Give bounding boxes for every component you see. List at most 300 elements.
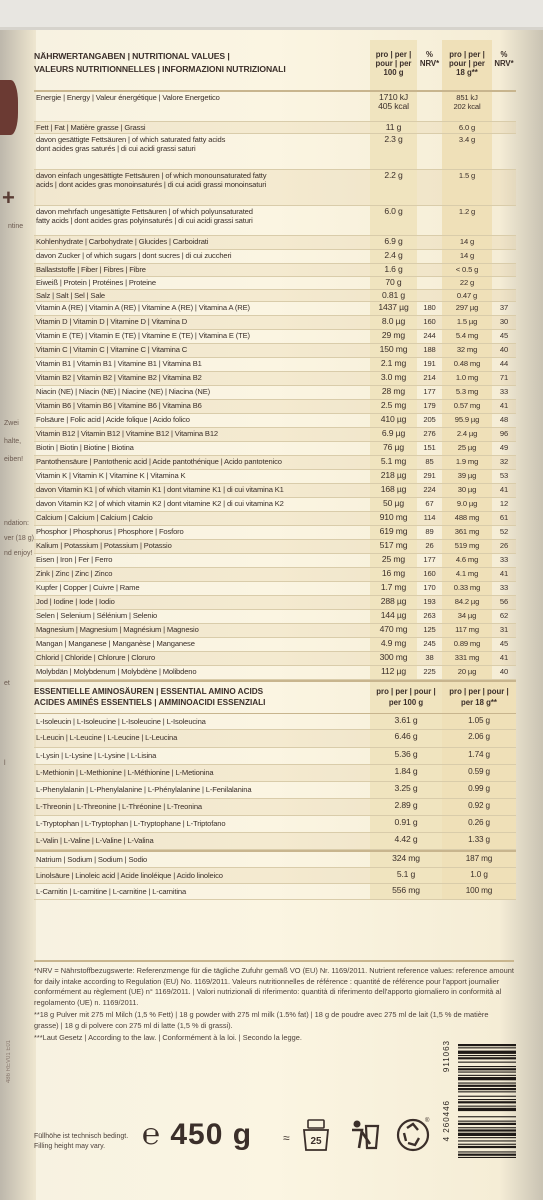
value-per-100g: 2.5 mg xyxy=(370,400,417,413)
nrv-18g: 52 xyxy=(499,527,509,536)
nutrient-label: Selen | Selenium | Sélénium | Selenio xyxy=(36,611,158,620)
table-row xyxy=(34,596,516,610)
table-row xyxy=(34,582,516,596)
table-row xyxy=(34,568,516,582)
value-per-100g: 0.91 g xyxy=(370,816,442,832)
value-per-18g: 5.3 mg xyxy=(442,386,492,399)
nutrition-table xyxy=(34,40,516,900)
nrv-18g xyxy=(492,290,516,301)
table-row xyxy=(34,277,516,290)
value-per-100g: 76 µg xyxy=(370,442,417,455)
nutrient-label: L-Lysin | L-Lysine | L-Lysine | L-Lisina xyxy=(36,751,157,760)
barcode-bar xyxy=(458,1044,516,1046)
nrv-100g: 89 xyxy=(425,527,434,536)
value-per-100g: 112 µg xyxy=(370,666,417,679)
table-row xyxy=(34,484,516,498)
nrv-100g: 151 xyxy=(423,443,436,452)
nutrient-label: Pantothensäure | Pantothenic acid | Acide pantothénique | Acido pantotenico xyxy=(36,457,282,466)
value-per-100g: 3.61 g xyxy=(370,714,442,729)
nutrient-label: Ballaststoffe | Fiber | Fibres | Fibre xyxy=(36,265,146,274)
nutrient-label: L-Valin | L-Valine | L-Valine | L-Valina xyxy=(36,836,154,845)
nrv-100g: 177 xyxy=(423,387,436,396)
table-row xyxy=(34,456,516,470)
value-per-18g: 14 g xyxy=(442,250,492,263)
amino-title-line2: ACIDES AMINÉS ESSENTIELS | AMMINOACIDI ESSENZIALI xyxy=(34,698,266,707)
nrv-100g: 191 xyxy=(423,359,436,368)
table-row xyxy=(34,765,516,782)
can-lid-band xyxy=(0,0,543,30)
amino-title xyxy=(34,682,370,713)
table-row xyxy=(34,372,516,386)
table-row xyxy=(34,638,516,652)
nrv-100g: 114 xyxy=(423,513,436,522)
value-per-18g: 0.92 g xyxy=(442,799,516,815)
nrv-18g xyxy=(492,134,516,169)
barcode-bar xyxy=(458,1066,516,1067)
value-per-100g: 1.7 mg xyxy=(370,582,417,595)
table-row xyxy=(34,498,516,512)
left-fragment: l xyxy=(4,760,6,767)
nrv-100g: 179 xyxy=(423,401,436,410)
nrv-18g: 41 xyxy=(499,401,509,410)
nrv-100g xyxy=(417,206,442,235)
barcode-bar xyxy=(458,1091,516,1092)
barcode-bar xyxy=(458,1106,516,1107)
table-row xyxy=(34,554,516,568)
nrv-100g: 225 xyxy=(423,667,436,676)
nutrient-label: Niacin (NE) | Niacin (NE) | Niacine (NE) | Niacina (NE) xyxy=(36,387,211,396)
col-nrv-100g: % NRV* xyxy=(419,50,440,68)
table-title xyxy=(34,40,370,90)
value-per-100g: 2.89 g xyxy=(370,799,442,815)
nrv-18g: 32 xyxy=(499,457,509,466)
value-per-100g: 150 mg xyxy=(370,344,417,357)
nrv-100g: 170 xyxy=(423,583,436,592)
nutrient-label: Vitamin E (TE) | Vitamin E (TE) | Vitamine E (TE) | Vitamina E (TE) xyxy=(36,331,250,340)
nrv-18g xyxy=(492,236,516,249)
nutrient-label: Chlorid | Chloride | Chlorure | Cloruro xyxy=(36,653,156,662)
value-per-18g: 2.4 µg xyxy=(442,428,492,441)
barcode-bar xyxy=(458,1068,516,1070)
table-row xyxy=(34,290,516,302)
value-per-18g: 0.47 g xyxy=(442,290,492,301)
nutrient-label: L-Threonin | L-Threonine | L-Thréonine | L-Treonina xyxy=(36,802,202,811)
nrv-100g: 125 xyxy=(423,625,436,634)
nutrient-label: davon Zucker | of which sugars | dont sucres | di cui zuccheri xyxy=(36,251,232,260)
fill-height-note: Füllhöhe ist technisch bedingt. Filling height may vary. xyxy=(34,1133,129,1150)
nrv-100g xyxy=(417,122,442,133)
nutrient-label: L-Isoleucin | L-Isoleucine | L-Isoleucine | L-Isoleucina xyxy=(36,717,206,726)
nrv-100g xyxy=(417,264,442,276)
table-row xyxy=(34,868,516,884)
nrv-100g: 160 xyxy=(423,569,436,578)
value-per-18g: 0.89 mg xyxy=(442,638,492,651)
value-per-100g: 0.81 g xyxy=(370,290,417,301)
value-per-100g: 1710 kJ 405 kcal xyxy=(370,92,417,121)
net-weight xyxy=(142,1118,252,1152)
nutrient-label: Vitamin B6 | Vitamin B6 | Vitamine B6 | Vitamina B6 xyxy=(36,401,202,410)
value-per-100g: 70 g xyxy=(370,277,417,289)
value-per-18g: 361 mg xyxy=(442,526,492,539)
nutrient-label: Vitamin D | Vitamin D | Vitamine D | Vitamina D xyxy=(36,317,188,326)
value-per-18g: 1.0 mg xyxy=(442,372,492,385)
nrv-100g: 38 xyxy=(425,653,434,662)
value-per-100g: 300 mg xyxy=(370,652,417,665)
value-per-100g: 5.1 g xyxy=(370,868,442,883)
nutrient-label: Fett | Fat | Matière grasse | Grassi xyxy=(36,123,146,132)
value-per-18g: 1.5 µg xyxy=(442,316,492,329)
table-row xyxy=(34,748,516,765)
table-row xyxy=(34,206,516,236)
nrv-100g xyxy=(417,236,442,249)
value-per-100g: 517 mg xyxy=(370,540,417,553)
table-row xyxy=(34,884,516,900)
nrv-18g: 61 xyxy=(499,513,509,522)
nutrient-label: Salz | Salt | Sel | Sale xyxy=(36,291,106,300)
table-row xyxy=(34,610,516,624)
table-row xyxy=(34,344,516,358)
amino-title-line1: ESSENTIELLE AMINOSÄUREN | ESSENTIAL AMINO ACIDS xyxy=(34,687,264,696)
value-per-18g: 14 g xyxy=(442,236,492,249)
nutrient-label: davon gesättigte Fettsäuren | of which saturated fatty acids dont acides gras saturés | di cui acidi grassi saturi xyxy=(36,135,226,153)
value-per-18g: 297 µg xyxy=(442,302,492,315)
barcode-bar xyxy=(458,1047,516,1048)
table-row xyxy=(34,782,516,799)
nutrient-label: davon mehrfach ungesättigte Fettsäuren | of which polyunsaturated fatty acids | dont acides gras polyinsaturés | di cui acidi grassi saturi xyxy=(36,207,253,225)
value-per-100g: 28 mg xyxy=(370,386,417,399)
table-row xyxy=(34,816,516,833)
nrv-18g: 40 xyxy=(499,667,509,676)
footnote-law: ***Laut Gesetz | According to the law. | Conformément à la loi. | Secondo la legge. xyxy=(34,1033,302,1042)
nrv-18g: 37 xyxy=(499,303,509,312)
table-row xyxy=(34,512,516,526)
value-per-18g: 1.74 g xyxy=(442,748,516,764)
nrv-18g: 56 xyxy=(499,597,509,606)
barcode-bar xyxy=(458,1146,516,1148)
nrv-18g: 33 xyxy=(499,583,509,592)
value-per-18g: 4.6 mg xyxy=(442,554,492,567)
value-per-100g: 16 mg xyxy=(370,568,417,581)
amino-col-100g: pro | per | pour | per 100 g xyxy=(370,682,442,713)
nrv-100g xyxy=(417,250,442,263)
value-per-100g: 144 µg xyxy=(370,610,417,623)
value-per-18g: 0.59 g xyxy=(442,765,516,781)
nrv-18g: 26 xyxy=(499,541,509,550)
left-fragment: ver (18 g) xyxy=(4,535,34,542)
value-per-18g: 2.06 g xyxy=(442,730,516,747)
barcode-bar xyxy=(458,1057,516,1059)
value-per-100g: 556 mg xyxy=(370,884,442,899)
barcode-bar xyxy=(458,1121,516,1122)
barcode-bar xyxy=(458,1151,516,1152)
barcode-bar xyxy=(458,1085,516,1087)
table-row xyxy=(34,400,516,414)
nrv-18g xyxy=(492,206,516,235)
value-per-18g: 0.33 mg xyxy=(442,582,492,595)
table-row xyxy=(34,799,516,816)
table-row xyxy=(34,170,516,206)
scoop-icon xyxy=(300,1118,332,1152)
recycle-arrows-icon xyxy=(396,1116,430,1152)
nutrient-label: Vitamin B12 | Vitamin B12 | Vitamine B12 | Vitamina B12 xyxy=(36,429,218,438)
nrv-100g xyxy=(417,290,442,301)
left-fragment: et xyxy=(4,680,10,687)
barcode-bar xyxy=(458,1127,516,1128)
nutrient-label: Mangan | Manganese | Manganèse | Manganese xyxy=(36,639,195,648)
value-per-18g: 32 mg xyxy=(442,344,492,357)
barcode-bar xyxy=(458,1072,516,1073)
value-per-18g: 187 mg xyxy=(442,852,516,867)
table-row xyxy=(34,316,516,330)
table-row xyxy=(34,134,516,170)
nrv-100g: 291 xyxy=(423,471,436,480)
table-title-line1: NÄHRWERTANGABEN | NUTRITIONAL VALUES | xyxy=(34,51,230,61)
value-per-100g: 4.9 mg xyxy=(370,638,417,651)
table-row xyxy=(34,428,516,442)
nrv-100g: 276 xyxy=(423,429,436,438)
nrv-18g xyxy=(492,122,516,133)
weight-value: 450 g xyxy=(170,1118,253,1151)
value-per-18g: 22 g xyxy=(442,277,492,289)
value-per-100g: 168 µg xyxy=(370,484,417,497)
nutrient-label: Folsäure | Folic acid | Acide folique | Acido folico xyxy=(36,415,190,424)
nrv-100g: 224 xyxy=(423,485,436,494)
nutrient-label: Kohlenhydrate | Carbohydrate | Glucides | Carboidrati xyxy=(36,237,209,246)
value-per-100g: 25 mg xyxy=(370,554,417,567)
nutrient-rows xyxy=(34,92,516,680)
nrv-100g: 85 xyxy=(425,457,434,466)
nrv-18g: 62 xyxy=(499,611,509,620)
value-per-18g: 1.2 g xyxy=(442,206,492,235)
value-per-18g: 95.9 µg xyxy=(442,414,492,427)
nrv-18g: 12 xyxy=(499,499,509,508)
nrv-18g: 33 xyxy=(499,387,509,396)
nrv-100g: 244 xyxy=(423,331,436,340)
value-per-100g: 29 mg xyxy=(370,330,417,343)
nrv-18g: 41 xyxy=(499,653,509,662)
value-per-18g: 331 mg xyxy=(442,652,492,665)
footnotes xyxy=(34,960,514,1046)
value-per-18g: 34 µg xyxy=(442,610,492,623)
table-header xyxy=(34,40,516,92)
table-row xyxy=(34,833,516,850)
value-per-18g: 0.57 mg xyxy=(442,400,492,413)
amino-header xyxy=(34,680,516,714)
barcode-bar xyxy=(458,1157,516,1158)
amino-rows xyxy=(34,714,516,850)
nrv-100g: 245 xyxy=(423,639,436,648)
nrv-18g: 53 xyxy=(499,471,509,480)
barcode-bar xyxy=(458,1101,516,1103)
value-per-100g: 2.4 g xyxy=(370,250,417,263)
table-row xyxy=(34,302,516,316)
barcode-digits-right: 911063 xyxy=(442,1040,451,1073)
nrv-18g: 44 xyxy=(499,359,509,368)
value-per-100g: 288 µg xyxy=(370,596,417,609)
barcode-bar xyxy=(458,1088,516,1090)
table-row xyxy=(34,358,516,372)
table-row xyxy=(34,386,516,400)
extra-rows xyxy=(34,850,516,900)
col-nrv-18g: % NRV* xyxy=(494,50,514,68)
barcode-bar xyxy=(458,1055,516,1056)
value-per-100g: 1.84 g xyxy=(370,765,442,781)
left-fragment: halte, xyxy=(4,438,22,445)
value-per-100g: 6.9 µg xyxy=(370,428,417,441)
barcode-bar xyxy=(458,1096,516,1097)
value-per-100g: 4.42 g xyxy=(370,833,442,849)
nutrient-label: Zink | Zinc | Zinc | Zinco xyxy=(36,569,113,578)
nrv-18g: 45 xyxy=(499,639,509,648)
left-fragment: ndation: xyxy=(4,520,29,527)
barcode-bar xyxy=(458,1129,516,1131)
value-per-18g: 84.2 µg xyxy=(442,596,492,609)
table-row xyxy=(34,250,516,264)
table-row xyxy=(34,540,516,554)
value-per-100g: 218 µg xyxy=(370,470,417,483)
nutrient-label: Energie | Energy | Valeur énergétique | Valore Energetico xyxy=(36,93,220,102)
svg-text:®: ® xyxy=(425,1118,430,1124)
nrv-100g: 67 xyxy=(425,499,434,508)
nutrient-label: Kalium | Potassium | Potassium | Potassio xyxy=(36,541,172,550)
nrv-18g: 96 xyxy=(499,429,509,438)
table-row xyxy=(34,122,516,134)
value-per-100g: 6.46 g xyxy=(370,730,442,747)
nrv-100g xyxy=(417,134,442,169)
barcode-digits-left: 4 260446 xyxy=(442,1100,451,1142)
nutrient-label: davon einfach ungesättigte Fettsäuren | of which monounsaturated fatty acids | dont acides gras monoinsaturés | di cui acidi grassi monoinsaturi xyxy=(36,171,267,189)
approx-sign: ≈ xyxy=(283,1131,290,1145)
value-per-100g: 6.9 g xyxy=(370,236,417,249)
nrv-100g: 193 xyxy=(423,597,436,606)
left-fragment: eiben! xyxy=(4,456,24,463)
value-per-18g: < 0.5 g xyxy=(442,264,492,276)
value-per-18g: 25 µg xyxy=(442,442,492,455)
nutrient-label: Biotin | Biotin | Biotine | Biotina xyxy=(36,443,134,452)
nrv-100g: 177 xyxy=(423,555,436,564)
nrv-18g xyxy=(492,250,516,263)
nrv-18g: 49 xyxy=(499,443,509,452)
left-fragment: nd enjoy! xyxy=(4,550,33,557)
nrv-18g: 48 xyxy=(499,415,509,424)
vertical-code: 486 REV01 E01 xyxy=(6,1040,12,1084)
value-per-100g: 5.36 g xyxy=(370,748,442,764)
nutrient-label: Vitamin B1 | Vitamin B1 | Vitamine B1 | Vitamina B1 xyxy=(36,359,202,368)
value-per-100g: 3.25 g xyxy=(370,782,442,798)
footnote-nrv: *NRV = Nährstoffbezugswerte: Referenzmenge für die tägliche Zufuhr gemäß VO (EU) Nr. 1169/2011. Nutrient reference values: reference amount for daily intake according to Regulation (EU) No. 1169/2011. Valeurs nutritionnelles de référence : quantité de référence pour l'apport journalier conformément au règlement (UE) n° 1169/2011. | Valori nutrizionali di riferimento: quantità di riferimento dell'apporto giornaliero in conformità al regolamento (UE) n. 1169/2011. xyxy=(34,966,514,1007)
value-per-100g: 50 µg xyxy=(370,498,417,511)
nutrient-label: Eiweiß | Protein | Protéines | Proteine xyxy=(36,278,156,287)
table-title-line2: VALEURS NUTRITIONNELLES | INFORMAZIONI NUTRIZIONALI xyxy=(34,64,286,74)
value-per-100g: 6.0 g xyxy=(370,206,417,235)
table-row xyxy=(34,236,516,250)
value-per-18g: 1.33 g xyxy=(442,833,516,849)
value-per-18g: 1.9 mg xyxy=(442,456,492,469)
table-row xyxy=(34,470,516,484)
value-per-18g: 3.4 g xyxy=(442,134,492,169)
value-per-100g: 910 mg xyxy=(370,512,417,525)
nrv-100g: 26 xyxy=(425,541,434,550)
nrv-100g: 263 xyxy=(423,611,436,620)
tidyman-recycle-icon xyxy=(348,1118,382,1152)
value-per-18g: 9.0 µg xyxy=(442,498,492,511)
barcode-bar xyxy=(458,1137,516,1138)
col-per-18g: pro | per | pour | per 18 g** xyxy=(442,40,492,90)
value-per-18g: 5.4 mg xyxy=(442,330,492,343)
barcode-bar xyxy=(458,1133,516,1136)
nrv-18g xyxy=(492,277,516,289)
nrv-100g xyxy=(417,92,442,121)
nrv-100g: 160 xyxy=(423,317,436,326)
nutrient-label: Linolsäure | Linoleic acid | Acide linoléique | Acido linoleico xyxy=(36,871,223,880)
nutrient-label: L-Tryptophan | L-Tryptophan | L-Tryptophane | L-Triptofano xyxy=(36,819,226,828)
nrv-18g: 41 xyxy=(499,485,509,494)
barcode xyxy=(440,1040,520,1160)
value-per-100g: 470 mg xyxy=(370,624,417,637)
nrv-18g: 30 xyxy=(499,317,509,326)
nrv-18g xyxy=(492,264,516,276)
barcode-bar xyxy=(458,1051,516,1054)
nutrient-label: L-Carnitin | L-carnitine | L-carnitine | L-carnitina xyxy=(36,887,187,896)
value-per-18g: 851 kJ 202 kcal xyxy=(442,92,492,121)
nrv-100g xyxy=(417,277,442,289)
value-per-100g: 410 µg xyxy=(370,414,417,427)
value-per-100g: 619 mg xyxy=(370,526,417,539)
value-per-18g: 0.48 mg xyxy=(442,358,492,371)
value-per-18g: 100 mg xyxy=(442,884,516,899)
table-row xyxy=(34,526,516,540)
nrv-100g: 205 xyxy=(423,415,436,424)
plus-mark: + xyxy=(2,185,15,210)
amino-col-18g: pro | per | pour | per 18 g** xyxy=(442,682,516,713)
value-per-18g: 1.05 g xyxy=(442,714,516,729)
value-per-18g: 4.1 mg xyxy=(442,568,492,581)
value-per-100g: 5.1 mg xyxy=(370,456,417,469)
table-row xyxy=(34,666,516,680)
table-row xyxy=(34,414,516,428)
barcode-bar xyxy=(458,1108,516,1111)
nrv-100g xyxy=(417,170,442,205)
nrv-18g xyxy=(492,92,516,121)
value-per-18g: 6.0 g xyxy=(442,122,492,133)
left-fragment: Zwei xyxy=(4,420,19,427)
barcode-bar xyxy=(458,1154,516,1156)
nutrient-label: Calcium | Calcium | Calcium | Calcio xyxy=(36,513,153,522)
value-per-18g: 1.5 g xyxy=(442,170,492,205)
nutrient-label: Phosphor | Phosphorus | Phosphore | Fosforo xyxy=(36,527,184,536)
nutrient-label: L-Leucin | L-Leucine | L-Leucine | L-Leucina xyxy=(36,733,178,742)
table-row xyxy=(34,624,516,638)
nrv-18g: 41 xyxy=(499,569,509,578)
barcode-bar xyxy=(458,1140,516,1141)
value-per-18g: 117 mg xyxy=(442,624,492,637)
nutrient-label: Vitamin C | Vitamin C | Vitamine C | Vitamina C xyxy=(36,345,188,354)
left-fragment: ntine xyxy=(8,223,24,230)
value-per-18g: 0.99 g xyxy=(442,782,516,798)
table-row xyxy=(34,92,516,122)
value-per-18g: 1.0 g xyxy=(442,868,516,883)
table-row xyxy=(34,730,516,748)
scoop-count: 25 xyxy=(310,1136,322,1147)
value-per-100g: 324 mg xyxy=(370,852,442,867)
nrv-18g: 45 xyxy=(499,331,509,340)
logo-fragment xyxy=(0,80,18,135)
nrv-18g: 33 xyxy=(499,555,509,564)
barcode-bar xyxy=(458,1116,516,1117)
nutrient-label: Molybdän | Molybdenum | Molybdène | Molibdeno xyxy=(36,667,197,676)
nutrient-label: Eisen | Iron | Fer | Ferro xyxy=(36,555,113,564)
barcode-bar xyxy=(458,1062,516,1063)
